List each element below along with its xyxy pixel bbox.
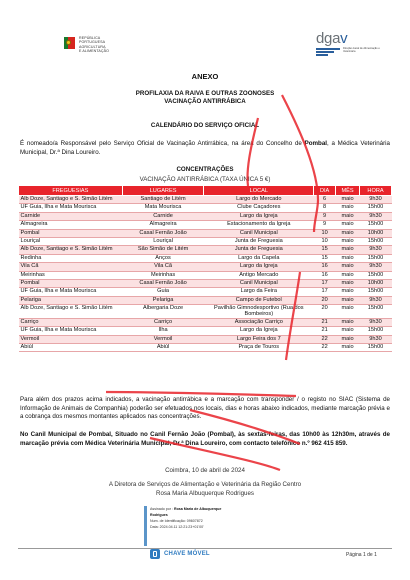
cell-local: Junta de Freguesia (204, 237, 314, 245)
table-row (19, 279, 392, 287)
table-header-row (19, 186, 392, 196)
cell-lugar: São Simão de Litém (122, 246, 204, 254)
cell-freguesia: Vermoil (19, 335, 123, 343)
cell-hora: 9h30 (360, 335, 392, 343)
cell-lugar: Casal Fernão João (122, 229, 204, 237)
cell-dia: 15 (314, 246, 336, 254)
subtitle-line-2: VACINAÇÃO ANTIRRÁBICA (164, 98, 246, 105)
cell-local: Junta de Freguesia (204, 246, 314, 254)
cell-mes: maio (336, 296, 360, 304)
cell-lugar: Vermoil (122, 335, 204, 343)
cell-lugar: Meirinhas (122, 271, 204, 279)
cell-hora: 15h00 (360, 204, 392, 212)
cell-mes: maio (336, 335, 360, 343)
cell-lugar: Vila Cã (122, 263, 204, 271)
dgav-logo (316, 30, 386, 62)
cell-hora: 15h00 (360, 305, 392, 319)
cell-hora: 15h00 (360, 237, 392, 245)
cell-hora: 9h30 (360, 196, 392, 204)
table-row (19, 204, 392, 212)
cell-freguesia: Vila Cã (19, 263, 123, 271)
dgav-logo-word: dgav (316, 30, 348, 47)
table-row (19, 246, 392, 254)
cell-local: Associação Carriço (204, 318, 314, 326)
republica-portuguesa-logo (64, 33, 134, 63)
subtitle-line-1: PROFILAXIA DA RAIVA E OUTRAS ZOONOSES (135, 90, 275, 97)
cell-local: Antigo Mercado (204, 271, 314, 279)
cell-mes: maio (336, 237, 360, 245)
cell-dia: 9 (314, 212, 336, 220)
cell-mes: maio (336, 204, 360, 212)
dgav-logo-subtitle: Direção-Geral de Alimentação e Veterinária (343, 47, 380, 54)
cell-dia: 10 (314, 229, 336, 237)
col-header-dia: DIA (314, 186, 336, 196)
cell-hora: 9h30 (360, 212, 392, 220)
cell-local: Largo da Igreja (204, 212, 314, 220)
cell-dia: 10 (314, 237, 336, 245)
cell-dia: 17 (314, 279, 336, 287)
cell-dia: 21 (314, 327, 336, 335)
cell-hora: 9h30 (360, 296, 392, 304)
cell-dia: 8 (314, 204, 336, 212)
cell-freguesia: Carnide (19, 212, 123, 220)
cell-mes: maio (336, 212, 360, 220)
page-number: Página 1 de 1 (346, 552, 377, 558)
table-row (19, 221, 392, 229)
cell-lugar: Casal Fernão João (122, 279, 204, 287)
table-row (19, 335, 392, 343)
col-header-mes: MÊS (336, 186, 360, 196)
cell-local: Largo Feira dos 7 (204, 335, 314, 343)
cell-mes: maio (336, 318, 360, 326)
chave-movel-text: CHAVE MÓVEL (164, 551, 210, 557)
cell-freguesia: Louriçal (19, 237, 123, 245)
sig-label: Assinado por : (150, 507, 173, 511)
cell-mes: maio (336, 263, 360, 271)
cell-lugar: Albergaria Doze (122, 305, 204, 319)
cell-hora: 15h00 (360, 344, 392, 352)
table-row (19, 344, 392, 352)
table-row (19, 212, 392, 220)
col-header-lugares: LUGARES (122, 186, 204, 196)
sig-id: Num. de Identificação: 09607872 (150, 519, 203, 523)
paragraph-additional-info: Para além dos prazos acima indicados, a vacinação antirrábica e a marcação com transponder / o registo no SIAC (Sistema de Informação de Animais de Companhia) poderão ser efetuados nos locais, dias e horas abaixo indicados, mediante marcação prévia e a cobrança dos mesmos montantes aplicados nas concentrações. (20, 396, 390, 420)
cell-lugar: Carriço (122, 318, 204, 326)
table-row (19, 296, 392, 304)
cell-freguesia: Abiúl (19, 344, 123, 352)
cell-lugar: Guia (122, 288, 204, 296)
cell-local: Campo de Futebol (204, 296, 314, 304)
cell-dia: 9 (314, 221, 336, 229)
cell-mes: maio (336, 254, 360, 262)
cell-hora: 15h00 (360, 271, 392, 279)
sig-name-2: Rodrigues (150, 513, 168, 517)
cell-mes: maio (336, 229, 360, 237)
cell-lugar: Santiago de Litém (122, 196, 204, 204)
cell-dia: 17 (314, 288, 336, 296)
cell-dia: 15 (314, 254, 336, 262)
cell-hora: 15h00 (360, 327, 392, 335)
cell-local: Largo da Capela (204, 254, 314, 262)
cell-mes: maio (336, 305, 360, 319)
cell-local: Estacionamento da Igreja (204, 221, 314, 229)
signatory-name: Rosa Maria Albuquerque Rodrigues (155, 489, 255, 497)
cell-mes: maio (336, 271, 360, 279)
cell-dia: 20 (314, 305, 336, 319)
cell-local: Clube Caçadores (204, 204, 314, 212)
cell-lugar: Louriçal (122, 237, 204, 245)
cell-dia: 6 (314, 196, 336, 204)
cell-mes: maio (336, 344, 360, 352)
paragraph-canil-info: No Canil Municipal de Pombal, Situado no Canil Fernão João (Pombal), às sextas-feiras, das 10h00 às 12h30m, através de marcação prévia com Médica Veterinária Municipal, Dr.ª Dina Loureiro, com contacto telefónico n.º 962 415 859. (20, 431, 390, 447)
digital-signature-box (144, 506, 244, 546)
cell-lugar: Pelariga (122, 296, 204, 304)
concentrations-title: CONCENTRAÇÕES (176, 166, 234, 173)
gov-logo-text: REPÚBLICA PORTUGUESA AGRICULTURA E ALIMENTAÇÃO (79, 36, 109, 53)
cell-freguesia: Carriço (19, 318, 123, 326)
signature-block (0, 481, 410, 498)
cell-freguesia: UF Guia, Ilha e Mata Mourisca (19, 288, 123, 296)
cell-local: Largo da Igreja (204, 327, 314, 335)
table-row (19, 305, 392, 319)
cell-local: Largo da Igreja (204, 263, 314, 271)
cell-dia: 16 (314, 263, 336, 271)
cell-mes: maio (336, 288, 360, 296)
portugal-flag-icon (64, 37, 75, 49)
cell-hora: 15h00 (360, 254, 392, 262)
cell-lugar: Abiúl (122, 344, 204, 352)
cell-mes: maio (336, 279, 360, 287)
table-row (19, 327, 392, 335)
footer-divider (18, 548, 392, 549)
cell-freguesia: Almagreira (19, 221, 123, 229)
cell-lugar: Carnide (122, 212, 204, 220)
table-row (19, 229, 392, 237)
cell-local: Pavilhão Gimnodesportivo (Rua dos Bombeiros) (204, 305, 314, 319)
cell-local: Canil Municipal (204, 279, 314, 287)
chave-movel-badge (150, 549, 230, 561)
cell-hora: 15h00 (360, 288, 392, 296)
cell-mes: maio (336, 221, 360, 229)
cell-freguesia: Pombal (19, 279, 123, 287)
schedule-table (18, 185, 392, 352)
cell-dia: 20 (314, 296, 336, 304)
cell-local: Praça de Touros (204, 344, 314, 352)
cell-local: Largo da Feira (204, 288, 314, 296)
cell-dia: 22 (314, 335, 336, 343)
col-header-local: LOCAL (204, 186, 314, 196)
table-row (19, 271, 392, 279)
cell-hora: 15h00 (360, 221, 392, 229)
document-title: ANEXO (191, 72, 219, 81)
cell-freguesia: Redinha (19, 254, 123, 262)
cell-hora: 10h00 (360, 279, 392, 287)
col-header-freguesias: FREGUESIAS (19, 186, 123, 196)
cell-dia: 16 (314, 271, 336, 279)
cell-mes: maio (336, 246, 360, 254)
cell-freguesia: Alb Doze, Santiago e S. Simão Litém (19, 305, 123, 319)
cell-freguesia: UF Guia, Ilha e Mata Mourisca (19, 204, 123, 212)
cell-freguesia: Meirinhas (19, 271, 123, 279)
cell-dia: 21 (314, 318, 336, 326)
table-row (19, 237, 392, 245)
cell-mes: maio (336, 327, 360, 335)
cell-lugar: Almagreira (122, 221, 204, 229)
cell-lugar: Anços (122, 254, 204, 262)
signature-date: Coimbra, 10 de abril de 2024 (165, 467, 245, 474)
cell-freguesia: Pelariga (19, 296, 123, 304)
cell-mes: maio (336, 196, 360, 204)
cell-hora: 9h30 (360, 246, 392, 254)
chave-movel-icon (150, 549, 160, 559)
intro-paragraph: É nomeado/a Responsável pelo Serviço Oficial de Vacinação Antirrábica, na área do Concelho de Pombal, a Médica Veterinária Municipal, Dr.ª Dina Loureiro. (20, 140, 390, 156)
calendar-title: CALENDÁRIO DO SERVIÇO OFICIAL (150, 122, 260, 129)
cell-lugar: Ilha (122, 327, 204, 335)
cell-local: Largo do Mercado (204, 196, 314, 204)
table-row (19, 196, 392, 204)
vaccination-fee-label: VACINAÇÃO ANTIRRÁBICA (TAXA ÚNICA 5 €) (139, 176, 271, 183)
table-row (19, 263, 392, 271)
cell-hora: 9h30 (360, 263, 392, 271)
cell-freguesia: Alb Doze, Santiago e S. Simão Litém (19, 196, 123, 204)
cell-dia: 22 (314, 344, 336, 352)
cell-freguesia: Pombal (19, 229, 123, 237)
col-header-hora: HORA (360, 186, 392, 196)
cell-freguesia: Alb Doze, Santiago e S. Simão Litém (19, 246, 123, 254)
table-row (19, 318, 392, 326)
cell-local: Canil Municipal (204, 229, 314, 237)
sig-name-1: Rosa Maria de Albuquerque (173, 507, 222, 511)
table-row (19, 288, 392, 296)
intro-place: Pombal (304, 140, 327, 147)
cell-freguesia: UF Guia, Ilha e Mata Mourisca (19, 327, 123, 335)
cell-lugar: Mata Mourisca (122, 204, 204, 212)
table-row (19, 254, 392, 262)
dgav-bars-icon (316, 48, 340, 56)
cell-hora: 10h00 (360, 229, 392, 237)
sig-date: Data: 2024.04.11 12:21:23+01'00' (150, 525, 204, 529)
document-subtitle (0, 90, 410, 106)
cell-hora: 9h30 (360, 318, 392, 326)
signatory-role: A Diretora de Serviços de Alimentação e Veterinária da Região Centro (108, 481, 302, 488)
